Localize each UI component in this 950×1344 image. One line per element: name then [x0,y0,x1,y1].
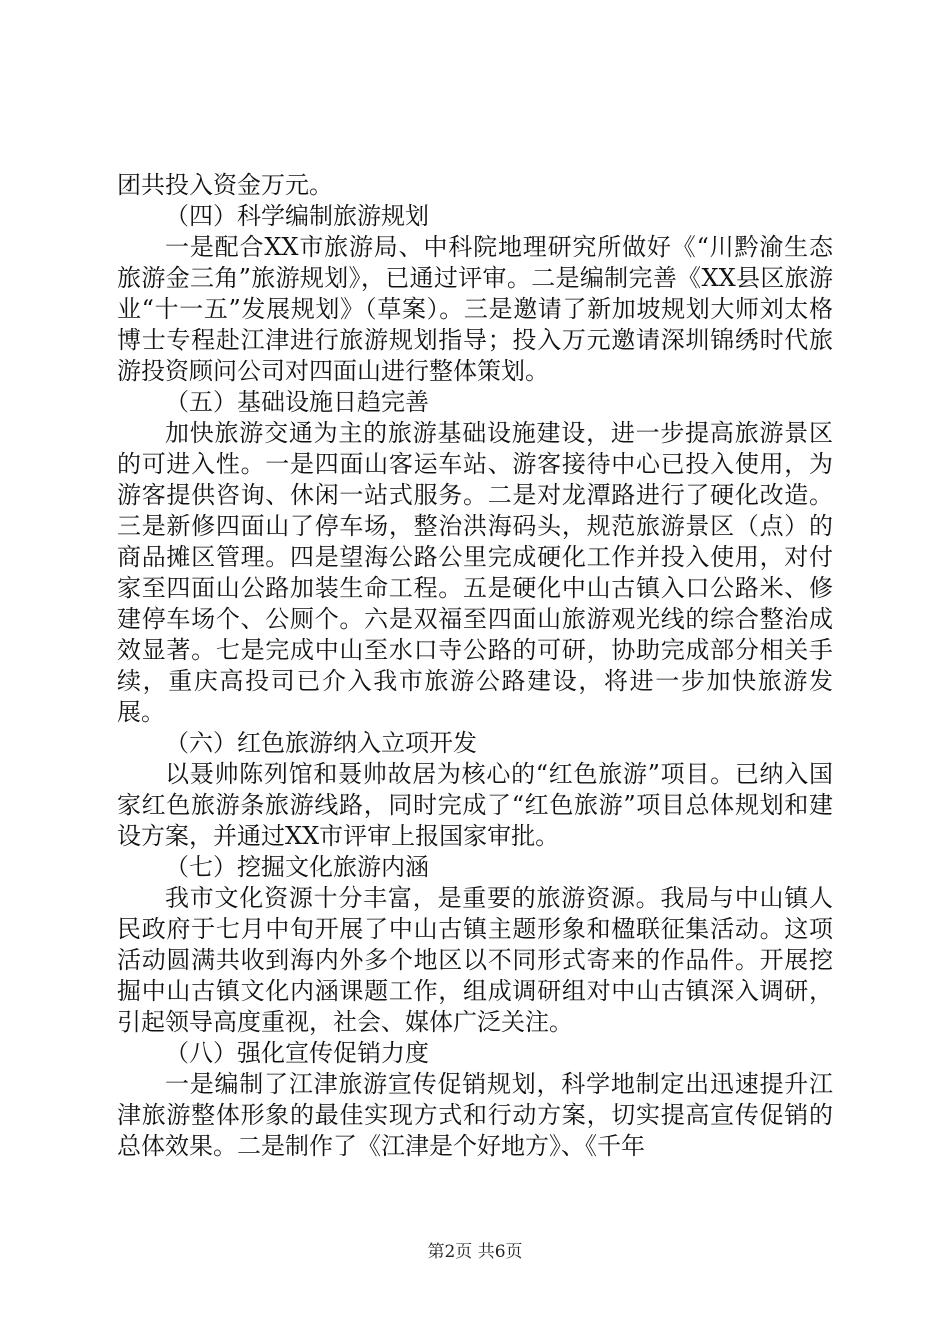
section-heading-7: （七）挖掘文化旅游内涵 [165,853,429,881]
document-body [117,170,833,1162]
section-heading-4: （四）科学编制旅游规划 [165,202,429,230]
section-body-5: 加快旅游交通为主的旅游基础设施建设，进一步提高旅游景区的可进入性。一是四面山客运车站、游客接待中心已投入使用，为游客提供咨询、休闲一站式服务。二是对龙潭路进行了硬化改造。三是新修四面山了停车场，整治洪海码头，规范旅游景区（点）的商品摊区管理。四是望海公路公里完成硬化工作并投入使用，对付家至四面山公路加装生命工程。五是硬化中山古镇入口公路米、修建停车场个、公厕个。六是双福至四面山旅游观光线的综合整治成效显著。七是完成中山至水口寺公路的可研，协助完成部分相关手续，重庆高投司已介入我市旅游公路建设，将进一步加快旅游发展。 [117,419,833,726]
page-number-footer: 第2页 共6页 [427,1242,523,1262]
continued-paragraph: 团共投入资金万元。 [117,171,333,199]
section-body-7: 我市文化资源十分丰富，是重要的旅游资源。我局与中山镇人民政府于七月中旬开展了中山古镇主题形象和楹联征集活动。这项活动圆满共收到海内外多个地区以不同形式寄来的作品件。开展挖掘中山古镇文化内涵课题工作，组成调研组对中山古镇深入调研，引起领导高度重视，社会、媒体广泛关注。 [117,884,833,1036]
section-heading-8: （八）强化宣传促销力度 [165,1039,429,1067]
section-heading-6: （六）红色旅游纳入立项开发 [165,729,477,757]
section-body-6: 以聂帅陈列馆和聂帅故居为核心的“红色旅游”项目。已纳入国家红色旅游条旅游线路，同时完成了“红色旅游”项目总体规划和建设方案，并通过XX市评审上报国家审批。 [117,760,833,850]
section-body-8: 一是编制了江津旅游宣传促销规划，科学地制定出迅速提升江津旅游整体形象的最佳实现方式和行动方案，切实提高宣传促销的总体效果。二是制作了《江津是个好地方》、《千年 [117,1070,833,1160]
section-body-4: 一是配合XX市旅游局、中科院地理研究所做好《“川黔渝生态旅游金三角”旅游规划》，已通过评审。二是编制完善《XX县区旅游业“十一五”发展规划》（草案）。三是邀请了新加坡规划大师刘太格博士专程赴江津进行旅游规划指导；投入万元邀请深圳锦绣时代旅游投资顾问公司对四面山进行整体策划。 [117,233,833,385]
section-heading-5: （五）基础设施日趋完善 [165,388,429,416]
